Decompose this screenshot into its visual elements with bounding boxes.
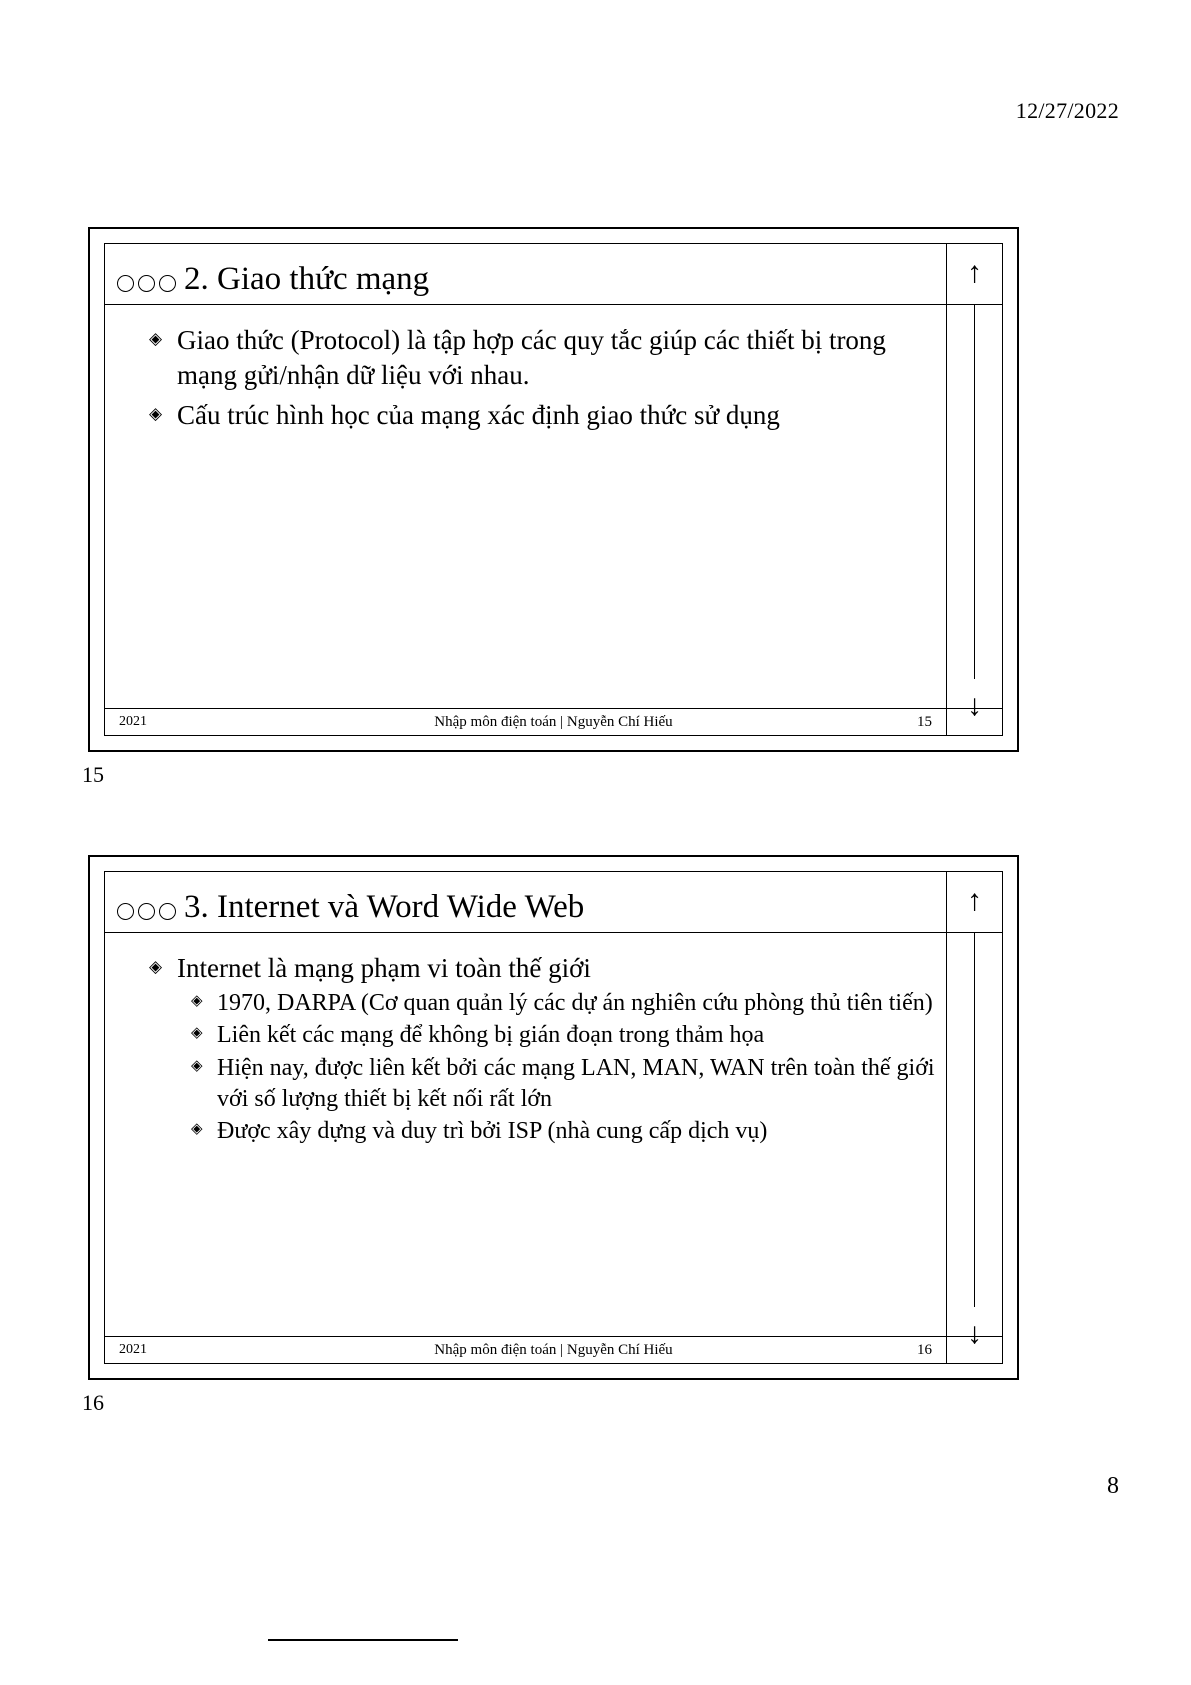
three-circles-icon — [105, 903, 184, 932]
scroll-up-arrow-icon[interactable]: ↑ — [967, 256, 982, 289]
slide-caption: 16 — [82, 1390, 104, 1415]
footer-year: 2021 — [119, 1342, 147, 1357]
sub-bullet-list — [177, 988, 936, 1148]
list-item — [127, 323, 936, 392]
footer-slide-number: 16 — [917, 1341, 932, 1358]
slide-frame — [88, 227, 1019, 752]
page-date: 12/27/2022 — [1015, 98, 1119, 123]
list-item-text: Cấu trúc hình học của mạng xác định giao thức sử dụng — [177, 400, 780, 431]
slide-frame — [88, 855, 1019, 1380]
scroll-track[interactable] — [974, 932, 975, 1307]
list-item-text: Internet là mạng phạm vi toàn thế giới — [177, 953, 591, 983]
scroll-column[interactable] — [946, 872, 1002, 1363]
page-number: 8 — [1107, 1473, 1119, 1499]
circle-icon — [159, 275, 176, 292]
footer-slide-number: 15 — [917, 713, 932, 730]
scroll-track[interactable] — [974, 304, 975, 679]
slide-inner-frame — [104, 871, 1003, 1364]
circle-icon — [117, 275, 134, 292]
list-item — [177, 988, 936, 1019]
scroll-down-arrow-icon[interactable]: ↓ — [967, 1317, 982, 1350]
footer-course-label: Nhập môn điện toán | Nguyễn Chí Hiếu — [434, 713, 673, 730]
diamond-bullet-icon: ◈ — [149, 957, 163, 976]
circle-icon — [138, 275, 155, 292]
slide-header — [105, 872, 1002, 933]
slide-container — [82, 855, 1019, 1416]
diamond-bullet-icon: ◈ — [191, 1025, 203, 1042]
list-item — [177, 1020, 936, 1051]
bullet-list — [127, 951, 936, 1147]
list-item-text: Được xây dựng và duy trì bởi ISP (nhà cung cấp dịch vụ) — [217, 1118, 768, 1145]
diamond-bullet-icon: ◈ — [149, 404, 163, 424]
slide-container — [82, 227, 1019, 788]
slide-footer — [105, 1336, 1002, 1363]
slide-body — [105, 933, 1002, 1336]
list-item-text: Liên kết các mạng để không bị gián đoạn trong thảm họa — [217, 1022, 765, 1049]
list-item — [127, 398, 936, 433]
diamond-bullet-icon: ◈ — [191, 1121, 203, 1138]
footer-year: 2021 — [119, 714, 147, 729]
slide-inner-frame — [104, 243, 1003, 736]
slide-title: 2. Giao thức mạng — [184, 261, 430, 297]
slide-caption: 15 — [82, 762, 104, 787]
slide-header — [105, 244, 1002, 305]
slide-title: 3. Internet và Word Wide Web — [184, 889, 585, 925]
diamond-bullet-icon: ◈ — [191, 1057, 203, 1074]
bullet-list — [127, 323, 936, 433]
slide-body — [105, 305, 1002, 708]
list-item — [177, 1116, 936, 1147]
diamond-bullet-icon: ◈ — [191, 992, 203, 1009]
circle-icon — [138, 903, 155, 920]
list-item-text: Giao thức (Protocol) là tập hợp các quy tắc giúp các thiết bị trong mạng gửi/nhận dữ liệu với nhau. — [177, 325, 886, 390]
slide-footer — [105, 708, 1002, 735]
circle-icon — [159, 903, 176, 920]
scroll-down-arrow-icon[interactable]: ↓ — [967, 689, 982, 722]
three-circles-icon — [105, 275, 184, 304]
circle-icon — [117, 903, 134, 920]
list-item-text: Hiện nay, được liên kết bởi các mạng LAN, MAN, WAN trên toàn thế giới với số lượng thiết bị kết nối rất lớn — [217, 1054, 935, 1112]
list-item — [127, 951, 936, 1147]
scroll-up-arrow-icon[interactable]: ↑ — [967, 884, 982, 917]
footer-course-label: Nhập môn điện toán | Nguyễn Chí Hiếu — [434, 1341, 673, 1358]
list-item — [177, 1053, 936, 1114]
diamond-bullet-icon: ◈ — [149, 329, 163, 348]
list-item-text: 1970, DARPA (Cơ quan quản lý các dự án nghiên cứu phòng thủ tiên tiến) — [217, 989, 933, 1016]
bottom-divider — [268, 1639, 458, 1641]
scroll-column[interactable] — [946, 244, 1002, 735]
